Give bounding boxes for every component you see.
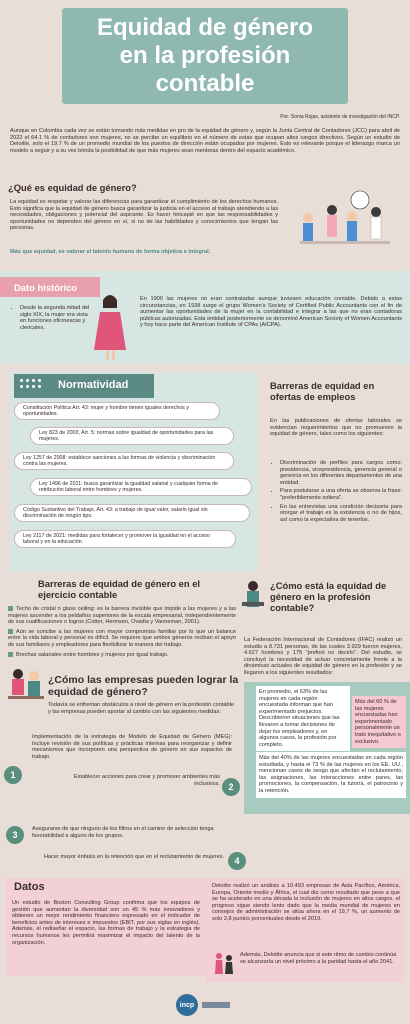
stat-box-1: En promedio, el 63% de las mujeres en cada región encuestada informan que han experimentado prejuicios. Describieron situaciones que las llevaron a tomar decisiones de dejar los empleadores y, en algunos casos, la profesión por completo. bbox=[256, 686, 350, 751]
square-bullet-icon bbox=[8, 606, 13, 611]
dato-historico-title: Dato histórico bbox=[14, 282, 78, 293]
decorative-dots bbox=[20, 379, 41, 388]
square-bullet-icon bbox=[8, 652, 13, 657]
barreras-ejercicio-list bbox=[8, 606, 236, 658]
datos-right-text-2: Además, Deloitte anuncia que si este ritmo de cambio continúa se alcanzaría un nivel próximo a la paridad hasta el año 2041. bbox=[240, 952, 397, 965]
step-number: 3 bbox=[6, 826, 24, 844]
como-esta-body: La Federación Internacional de Contadores (IFAC) realizó un estudio a 8.731 personas, de las cuales 3.929 fueron mujeres, 4.627 hombres y 175 "prefirió no decirlo". Del estudio, se concluyó la necesidad de actuar concretamente frente a la dinámicas actuales de equidad de género en la profesión y se llegaron a los siguientes resultados: bbox=[244, 637, 402, 676]
datos-left-text: Un estudio de Boston Consulting Group confirma que los equipos de gestión que aumentan la diversidad son un 45 % más innovadores y obtienen un mejor rendimiento financiero expresado en el indicador de beneficios antes de intereses e impuestos (EBIT, por sus siglas en inglés). Además, el rediseñar el espacio, las formas de trabajo y la estrategia de recursos humanos les permitirá maximizar el impacto del talento de la organización. bbox=[12, 900, 200, 946]
step-text: Asegurarse de que ninguno de los filtros en el camino de selección tenga favorabilidad a alguno de los grupos. bbox=[32, 826, 214, 839]
datos-title: Datos bbox=[14, 881, 45, 893]
chess-pieces-icon bbox=[212, 950, 236, 978]
barreras-ejercicio-title: Barreras de equidad de género en el ejercicio contable bbox=[38, 578, 201, 600]
stat-box-2: Más del 60 % de las mujeres encuestadas han experimentado personalmente un trato inequitativo o exclusivo. bbox=[352, 696, 406, 748]
list-item: Aún se concibe a las mujeres con mayor compromiso familiar por lo que un balance entre la vida laboral y personal es difícil. Se requiere que ambos géneros reciban el apoyo de sus familiares y empleadores para flexibilizar la manera del trabajo. bbox=[8, 628, 236, 648]
norma-item: Ley 1496 de 2011: busca garantizar la igualdad salarial y cualquier forma de retribución laboral entre hombres y mujeres. bbox=[30, 478, 252, 496]
meeting-illustration bbox=[6, 664, 46, 710]
list-item: Brechas salariales entre hombres y mujeres por igual trabajo. bbox=[8, 652, 236, 659]
empresas-intro: Todavía se enfrentan obstáculos a nivel de género en la profesión contable y las empresas pueden aportar al cambio con las siguientes medidas: bbox=[48, 702, 234, 715]
incp-logo-mark: incp bbox=[176, 994, 198, 1016]
woman-laptop-illustration bbox=[240, 578, 266, 618]
woman-illustration bbox=[88, 290, 132, 362]
barreras-ofertas-title: Barreras de equidad en ofertas de empleos bbox=[270, 380, 375, 402]
step-text: Establecer acciones para crear y promover ambientes más inclusivos. bbox=[73, 774, 220, 787]
normatividad-title: Normatividad bbox=[58, 379, 129, 391]
list-item: • En las entrevistas una condición decisoria para otorgar el trabajo es la existencia o no de hijos, así como la expectativa de tenerlos. bbox=[280, 504, 402, 524]
dato-historico-body: En 1900 las mujeres no eran contratadas aunque tuviesen educación contable. Debido a estas circunstancias, en 1938 surge el grupo Women's Society of Certified Public Accountants con el fin de aumentar las oportunidades de la mujer en la contabilidad e integrar a las que no eran contadoras públicas autorizadas. Esta entidad posteriormente se denominó American Society of Women Accountants y hoy hace parte del American Institute of CPAs (AICPA). bbox=[140, 296, 402, 329]
step-text: Implementación de la estrategia de Modelo de Equidad de Género (MEG): Incluye revisión de sus políticas y prácticas internas para reorganizar y definir mecanismos que incorporen una perspectiva de género en sus espacios de trabajo. bbox=[32, 734, 232, 760]
datos-right-text: Deloitte realizó un análisis a 10.493 empresas de Asia Pacífico, América, Europa, Oriente medio y África, el cual dio como resultado que pese a que se ha acelerado en una década la inclusión de mujeres en altos cargos, el progreso sigue siendo lento dado que la media mundial de mujeres en consejos de administración se sitúa ahora en el 19,7 %, un aumento de solo 2,8 puntos porcentuales desde el 2019. bbox=[212, 883, 400, 922]
incp-logo bbox=[176, 994, 230, 1016]
list-item: • Para postularse a una oferta se observa la frase: "preferiblemente soltera". bbox=[280, 488, 402, 501]
norma-item: Constitución Política Art. 43: mujer y hombre tienen iguales derechos y oportunidades. bbox=[14, 402, 220, 420]
list-item: • Desde la segunda mitad del siglo XIX, la mujer era vista en funciones oficinescas y clericales. bbox=[20, 305, 92, 331]
step-number: 1 bbox=[4, 766, 22, 784]
barreras-ofertas-intro: En las publicaciones de ofertas laborales se evidencian requerimientos que no promueven la equidad de género, tales como los siguientes: bbox=[270, 418, 402, 438]
step-text: Hacer mayor énfasis en la retención que en el reclutamiento de mujeres. bbox=[43, 854, 224, 860]
empresas-title: ¿Cómo las empresas pueden lograr la equidad de género? bbox=[48, 674, 239, 698]
team-illustration bbox=[290, 184, 400, 256]
norma-item: Ley 2117 de 2021: medidas para fortalecer y promover la igualdad en el acceso laboral y en la educación. bbox=[14, 530, 236, 548]
author-line: Por: Sonia Rojas, asistente de investigación del INCP. bbox=[280, 114, 400, 120]
stat-box-3: Más del 40% de las mujeres encuestadas en cada región estudiada, y hasta el 73 % de las mujeres en los EE. UU., mencionan casos de sesgo que afectan el reclutamiento, las asignaciones, las interacciones entre pares, las promociones, la compensación, la tutoría, el patrocinio y la retención. bbox=[256, 752, 406, 798]
norma-item: Código Sustantivo del Trabajo, Art. 43: a trabajo de igual valor, salario igual sin discriminación de ningún tipo. bbox=[14, 504, 250, 522]
intro-text: Aunque en Colombia cada vez se están tomando más medidas en pro de la equidad de género y, según la Junta Central de Contadores (JCC) para abril de 2022 el 64.1 % de contadores son mujeres, no se percibe un equilibrio en el número de estas que ocupan altos cargos directivos. Según un estudio de Deloitte, solo el 19,7 % de un promedio mundial de los puestos de dirección están ocupados por mujeres. Esto es relevante porque el liderazgo marca un modelo a seguir y a su vez brinda la posibilidad de que más mujeres sean mentoras dentro del espacio académico. bbox=[10, 128, 400, 154]
que-es-highlight: Más que equidad, es valorar el talento humano de forma objetiva e integral. bbox=[10, 249, 211, 255]
list-item: • Discriminación de perfiles para cargos como: presidencia, vicepresidencia, gerencia general o gerencia en los diferentes departamentos de una entidad. bbox=[280, 460, 402, 486]
step-number: 4 bbox=[228, 852, 246, 870]
step-number: 2 bbox=[222, 778, 240, 796]
norma-item: Ley 823 de 2003, Art. 5: normas sobre igualdad de oportunidades para las mujeres. bbox=[30, 427, 234, 445]
que-es-body: La equidad es respetar y valorar las diferencias para garantizar el cumplimiento de los derechos humanos. Esto significa que la equidad de género busca garantizar la justicia en el acceso al trabajo atendiendo a las necesidades, obligaciones y potencial del aspirante. Es hacer hincapié en que las responsabilidades y oportunidades no dependen del género en sí, si no de las habilidades y conocimientos que tengan las personas. bbox=[10, 199, 278, 232]
logo-tagline bbox=[202, 1002, 230, 1008]
que-es-title: ¿Qué es equidad de género? bbox=[8, 182, 137, 193]
dato-historico-list bbox=[12, 305, 92, 333]
square-bullet-icon bbox=[8, 629, 13, 634]
page-title: Equidad de género en la profesión contable bbox=[96, 14, 314, 97]
barreras-ofertas-list bbox=[272, 460, 402, 525]
list-item: Techo de cristal o glass ceiling: es la barrera invisible que impide a las mujeres y a las mujeres ascender a los peldaños superiores de la escala empresarial, independientemente de sus cualificaciones o logros (Cotter, Hermsen, Ovadia y Vanneman, 2001). bbox=[8, 606, 236, 626]
norma-item: Ley 1257 de 2008: establece sanciones a las formas de violencia y discriminación contra las mujeres. bbox=[14, 452, 234, 470]
como-esta-title: ¿Cómo está la equidad de género en la profesión contable? bbox=[270, 580, 387, 613]
